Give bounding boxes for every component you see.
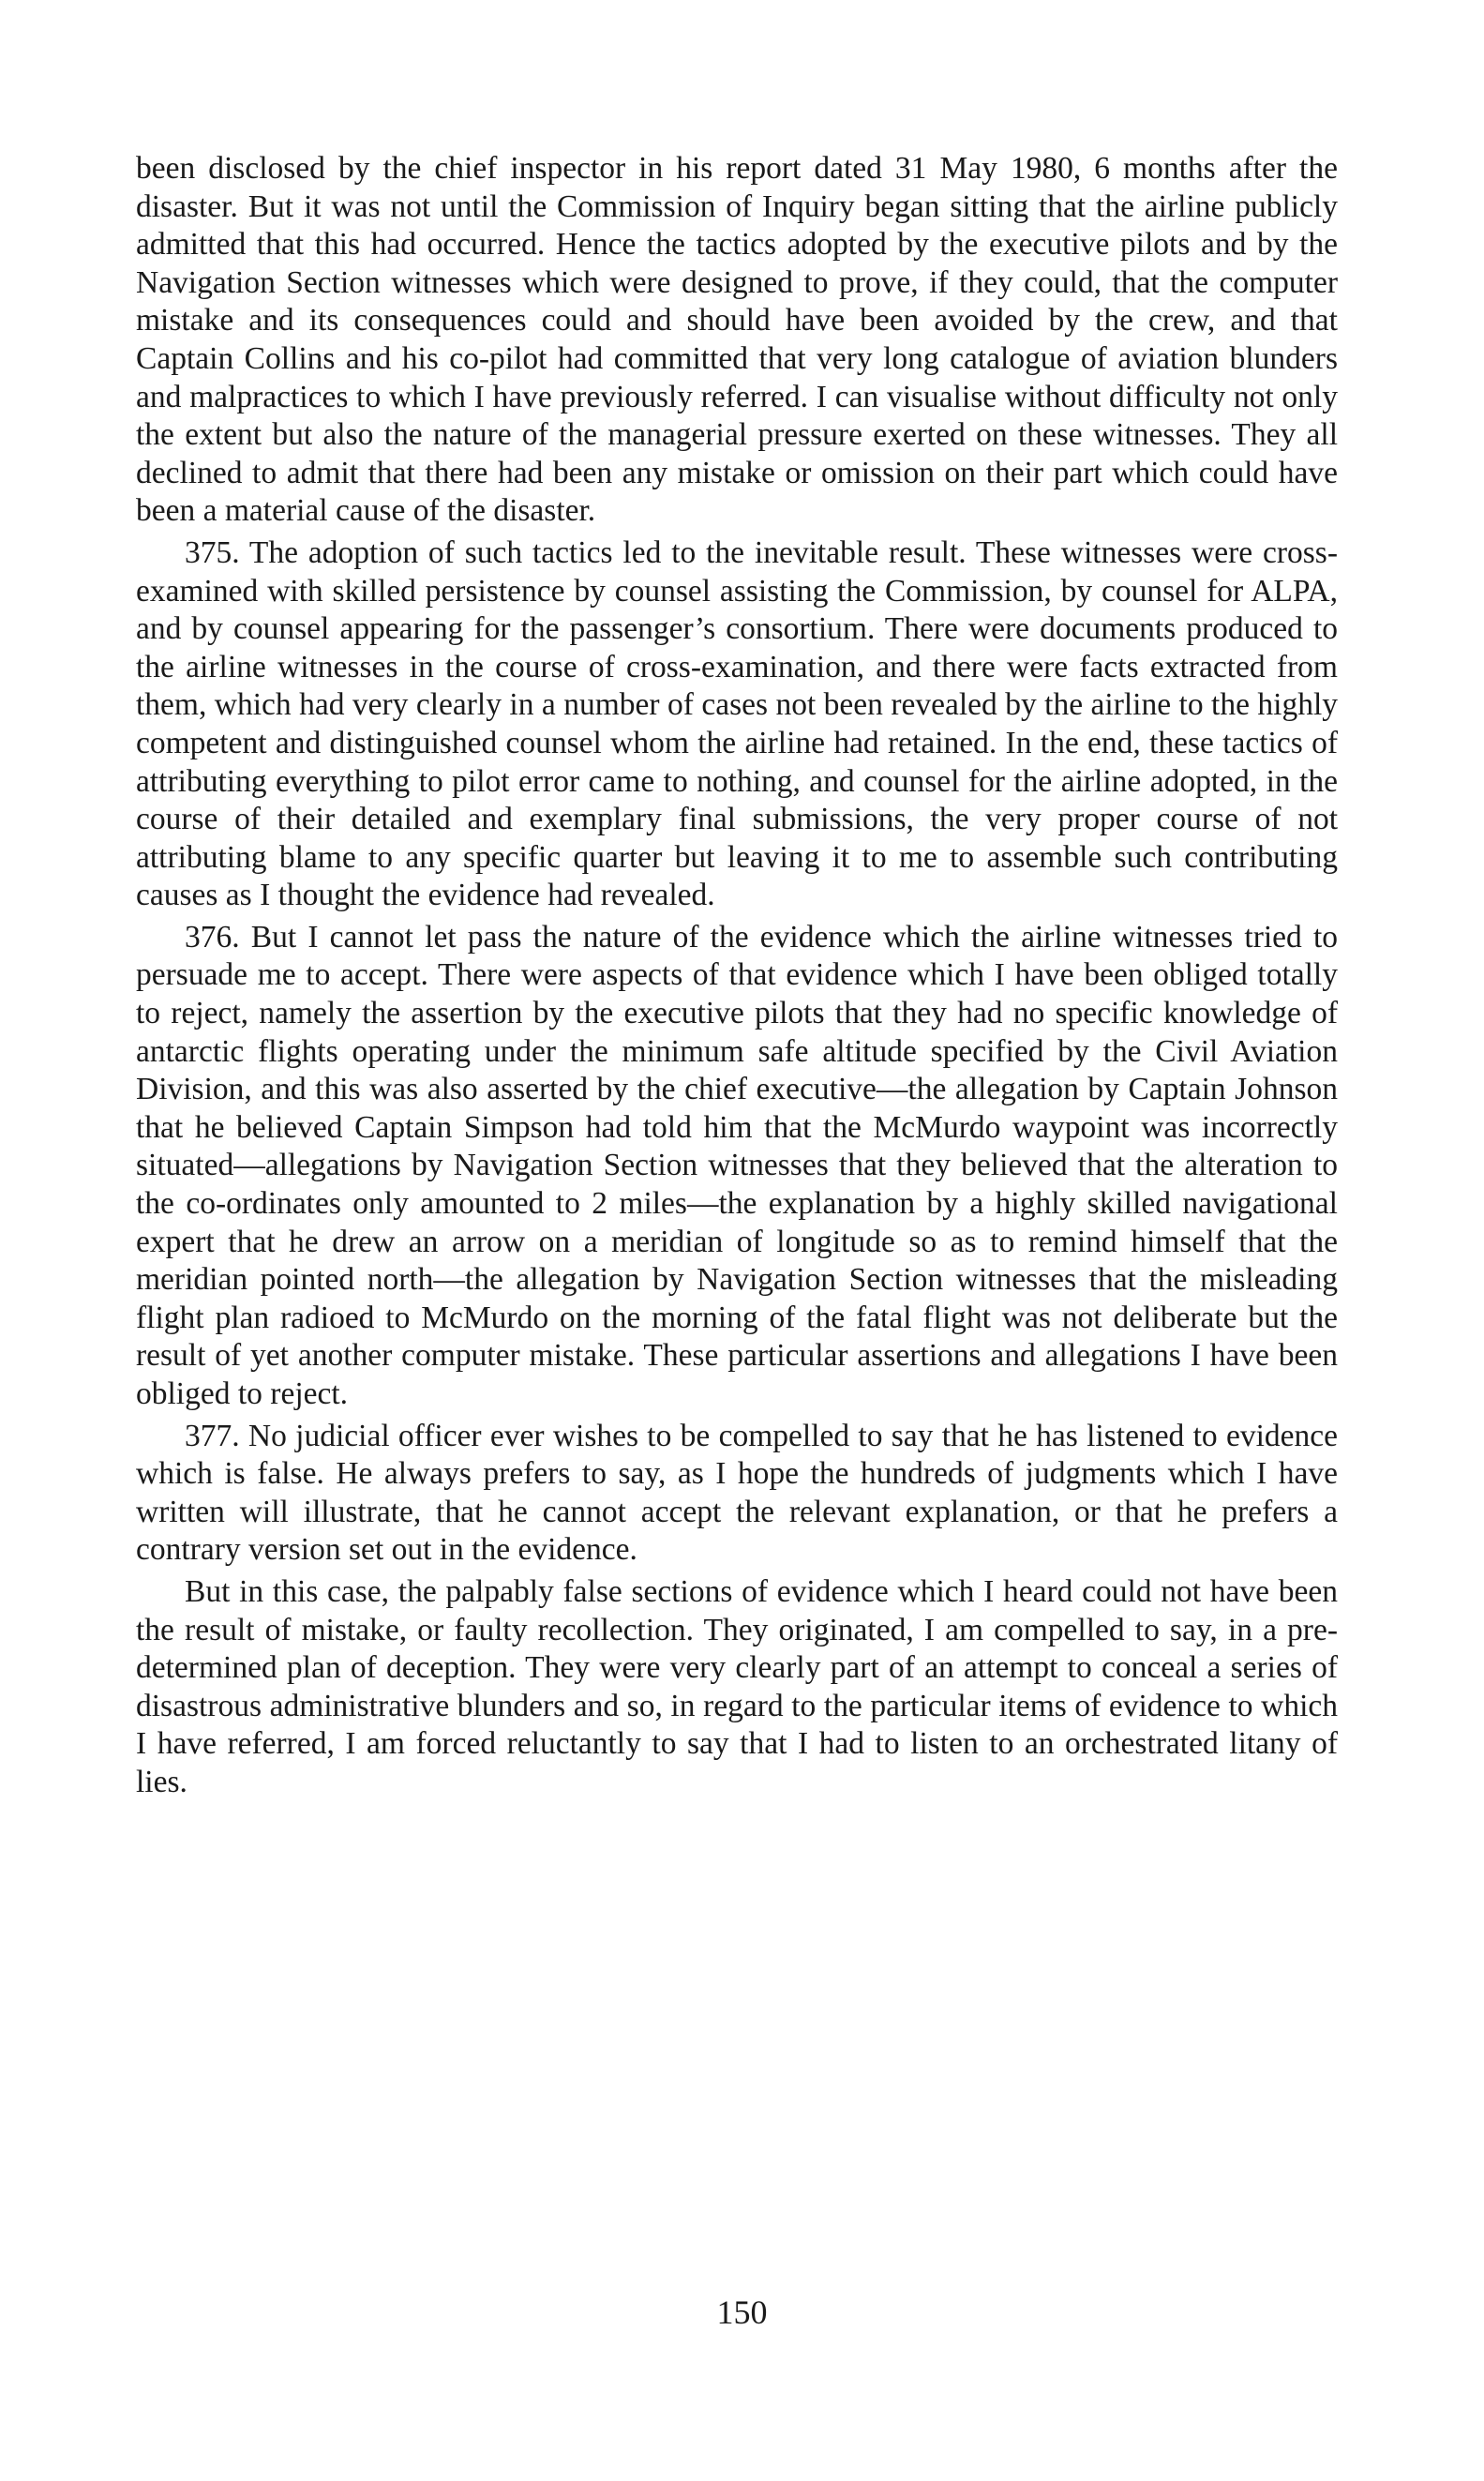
paragraph-377: 377. No judicial officer ever wishes to be compelled to say that he has listened to evidence which is false. He always prefers to say, as I hope the hundreds of judgments which I have written will illustrate, that he cannot accept the relevant explanation, or that he prefers a contrary version set out in the evidence. [136, 1418, 1338, 1568]
paragraph-376: 376. But I cannot let pass the nature of the evidence which the airline witnesses tried to persuade me to accept. There were aspects of that evidence which I have been obliged totally to reject, namely the assertion by the executive pilots that they had no specific knowledge of antarctic flights operating under the minimum safe altitude specified by the Civil Aviation Division, and this was also asserted by the chief executive—the allegation by Captain Johnson that he believed Captain Simpson had told him that the McMurdo waypoint was incorrectly situated—allegations by Navigation Section witnesses that they believed that the alteration to the co-ordinates only amounted to 2 miles—the explanation by a highly skilled navigational expert that he drew an arrow on a meridian of longitude so as to remind himself that the meridian pointed north—the allegation by Navigation Section witnesses that the misleading flight plan radioed to McMurdo on the morning of the fatal flight was not deliberate but the result of yet another computer mistake. These particular assertions and allegations I have been obliged to reject. [136, 919, 1338, 1411]
body-text [136, 150, 1338, 1802]
page-number: 150 [716, 2293, 768, 2331]
paragraph-continued: been disclosed by the chief inspector in his report dated 31 May 1980, 6 months after the disaster. But it was not until the Commission of Inquiry began sitting that the airline publicly admitted that this had occurred. Hence the tactics adopted by the executive pilots and by the Navigation Section witnesses which were designed to prove, if they could, that the computer mistake and its consequences could and should have been avoided by the crew, and that Captain Collins and his co-pilot had committed that very long catalogue of aviation blunders and malpractices to which I have previously referred. I can visualise without difficulty not only the extent but also the nature of the managerial pressure exerted on these witnesses. They all declined to admit that there had been any mistake or omission on their part which could have been a material cause of the disaster. [136, 151, 1338, 529]
paragraph-final: But in this case, the palpably false sections of evidence which I heard could not have been the result of mistake, or faulty recollection. They originated, I am compelled to say, in a pre-determined plan of deception. They were very clearly part of an attempt to conceal a series of disastrous administrative blunders and so, in regard to the particular items of evidence to which I have referred, I am forced reluctantly to say that I had to listen to an orchestrated litany of lies. [136, 1573, 1338, 1799]
paragraph-375: 375. The adoption of such tactics led to the inevitable result. These witnesses were cross-examined with skilled persistence by counsel assisting the Commission, by counsel for ALPA, and by counsel appearing for the passenger’s consortium. There were documents produced to the airline witnesses in the course of cross-examination, and there were facts extracted from them, which had very clearly in a number of cases not been revealed by the airline to the highly competent and distinguished counsel whom the airline had retained. In the end, these tactics of attributing everything to pilot error came to nothing, and counsel for the airline adopted, in the course of their detailed and exemplary final submissions, the very proper course of not attributing blame to any specific quarter but leaving it to me to assemble such contributing causes as I thought the evidence had revealed. [136, 534, 1338, 913]
